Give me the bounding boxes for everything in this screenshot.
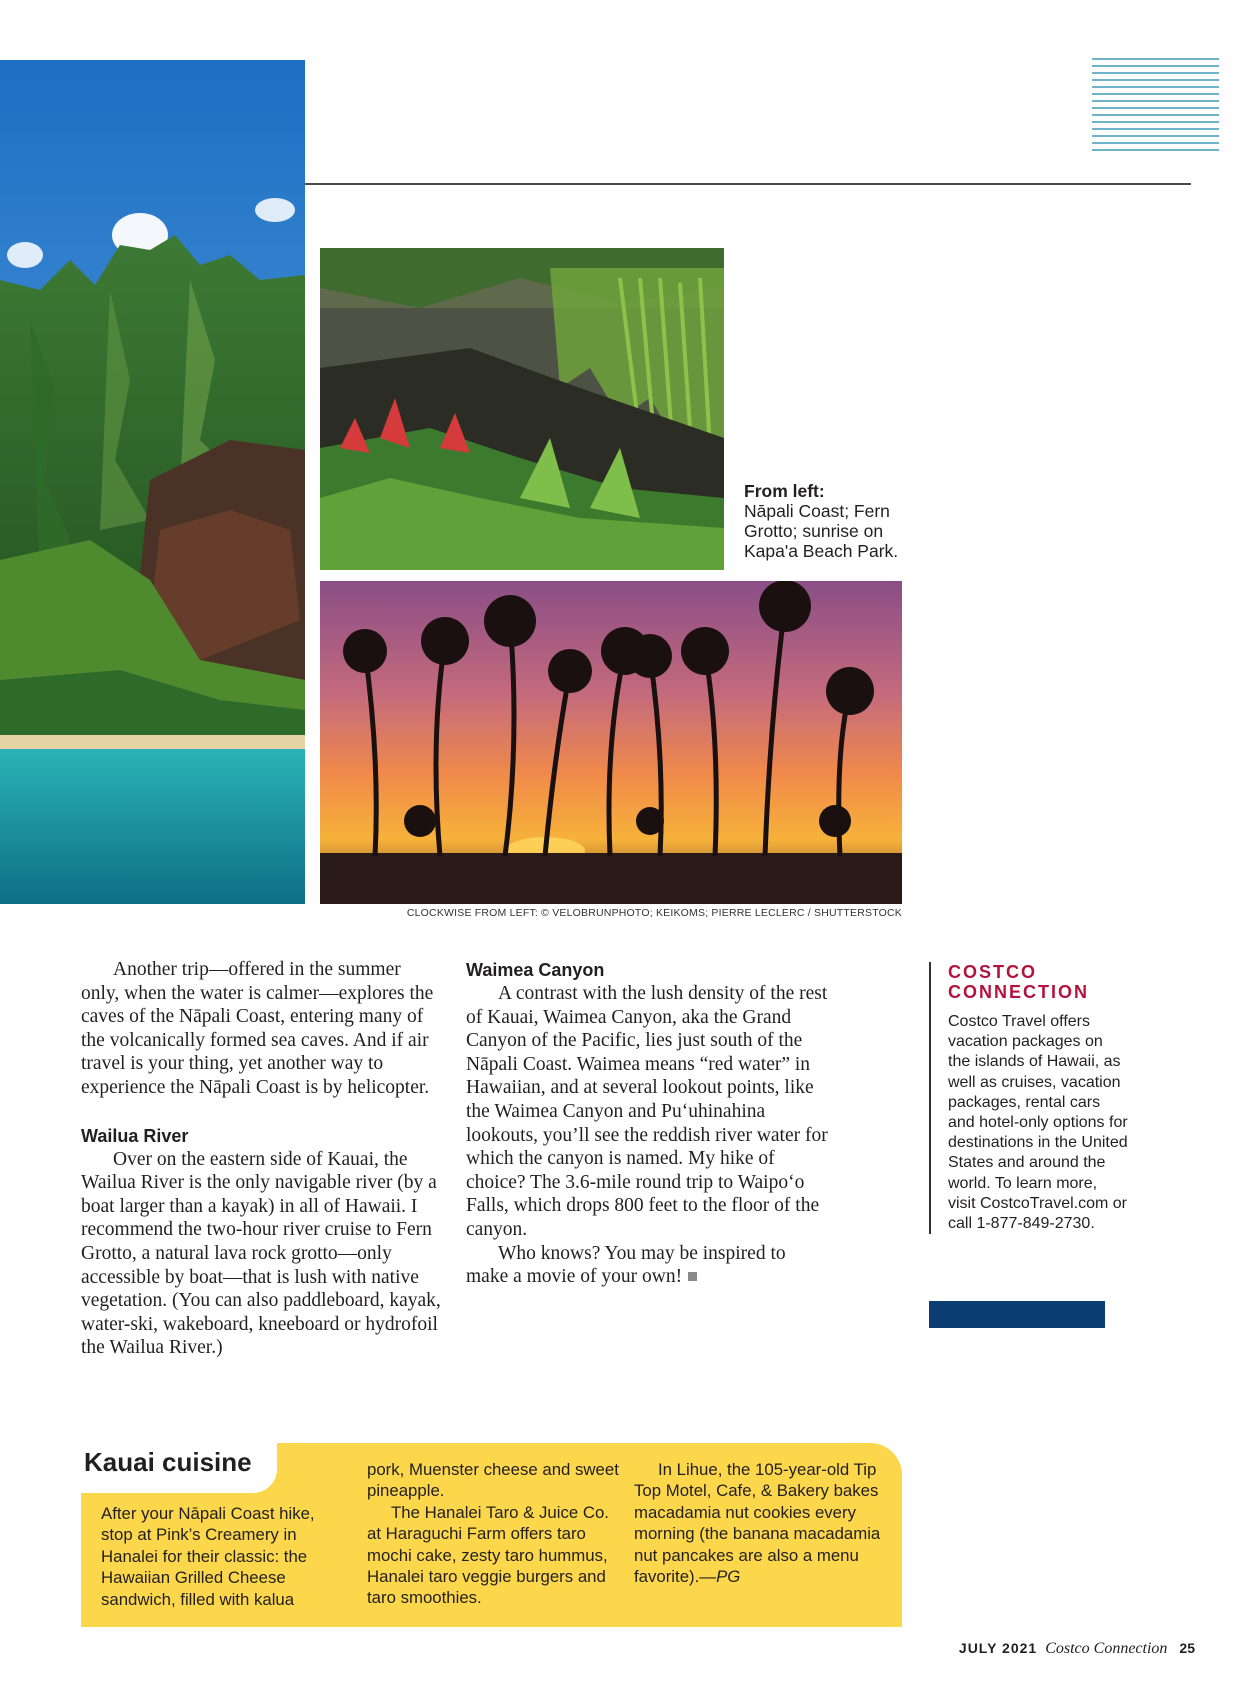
cuisine-title: Kauai cuisine: [84, 1447, 252, 1477]
costco-connection-sidebar: [929, 962, 1129, 1234]
sunrise-illustration: [320, 581, 902, 904]
caption-lead: From left:: [744, 481, 825, 501]
sidebar-title: [948, 962, 1129, 1002]
paragraph-closing: Who knows? You may be inspired to make a movie of your own!: [466, 1242, 786, 1288]
photo-credit: CLOCKWISE FROM LEFT: © VELOBRUNPHOTO; KEIKOMS; PIERRE LECLERC / SHUTTERSTOCK: [406, 907, 902, 919]
paragraph-napali-caves: Another trip—offered in the summer only, when the water is calmer—explores the caves of the Nāpali Coast, entering many of the volcanically formed sea caves. And if air travel is your thing, yet another way to experience the Nāpali Coast is by helicopter.: [81, 959, 434, 1098]
article-column-middle: [466, 958, 832, 1289]
grotto-illustration: [320, 248, 724, 570]
cuisine-text-hanalei-taro: The Hanalei Taro & Juice Co. at Haraguchi Farm offers taro mochi cake, zesty taro hummus, Hanalei taro veggie burgers and taro smoothies.: [367, 1502, 609, 1608]
folio-magazine: Costco Connection: [1045, 1640, 1168, 1657]
paragraph-wailua-river: Over on the eastern side of Kauai, the Wailua River is the only navigable river (by a boat larger than a kayak) in all of Hawaii. I recommend the two-hour river cruise to Fern Grotto, a natural lava rock grotto—only accessible by boat—that is lush with native vegetation. (You can also paddleboard, kayak, water-ski, wakeboard, kneeboard or hydrofoil the Wailua River.): [81, 1148, 441, 1359]
sidebar-body: Costco Travel offers vacation packages on the islands of Hawaii, as well as cruises, vacation packages, rental cars and hotel-only options for destinations in the United States and around the world. To learn more, visit CostcoTravel.com or call 1-877-849-2730.: [948, 1013, 1128, 1233]
cuisine-text-tip-top: In Lihue, the 105-year-old Tip Top Motel, Cafe, & Bakery bakes macadamia nut cookies every morning (the banana macadamia nut pancakes are also a menu favorite).: [634, 1460, 881, 1587]
page-folio: [959, 1640, 1195, 1658]
sidebar-accent-bar: [929, 1301, 1105, 1328]
photo-napali-coast: [0, 60, 305, 904]
heading-waimea-canyon: Waimea Canyon: [466, 960, 605, 980]
decorative-stripes: [1092, 58, 1219, 153]
folio-page-number: 25: [1179, 1640, 1195, 1656]
end-mark-icon: [688, 1272, 697, 1281]
cuisine-text-pork: pork, Muenster cheese and sweet pineapple.: [367, 1460, 619, 1501]
article-column-left: [81, 958, 441, 1360]
heading-wailua-river: Wailua River: [81, 1125, 189, 1146]
cuisine-column-3: [634, 1459, 892, 1587]
caption-text: Nāpali Coast; Fern Grotto; sunrise on Kapa'a Beach Park.: [744, 501, 899, 561]
folio-date: JULY 2021: [958, 1640, 1038, 1656]
photo-sunrise-kapaa: [320, 581, 902, 904]
sidebar-title-line1: COSTCO: [948, 962, 1038, 982]
sidebar-title-line2: CONNECTION: [948, 982, 1089, 1002]
cuisine-signature: —PG: [699, 1567, 741, 1587]
cuisine-column-2: [367, 1459, 622, 1609]
napali-illustration: [0, 60, 305, 904]
header-rule: [305, 183, 1191, 185]
cuisine-column-1: [101, 1503, 346, 1610]
cuisine-text-pinks: After your Nāpali Coast hike, stop at Pink’s Creamery in Hanalei for their classic: the Hawaiian Grilled Cheese sandwich, filled with kalua: [101, 1504, 315, 1609]
photo-fern-grotto: [320, 248, 724, 570]
photo-caption: [744, 481, 924, 561]
paragraph-waimea-canyon: A contrast with the lush density of the rest of Kauai, Waimea Canyon, aka the Grand Canyon of the Pacific, lies just south of the Nāpali Coast. Waimea means “red water” in Hawaiian, and at several lookout points, like the Waimea Canyon and Pu‘uhinahina lookouts, you’ll see the reddish river water for which the canyon is named. My hike of choice? The 3.6-mile round trip to Waipo‘o Falls, which drops 800 feet to the floor of the canyon.: [466, 983, 828, 1240]
